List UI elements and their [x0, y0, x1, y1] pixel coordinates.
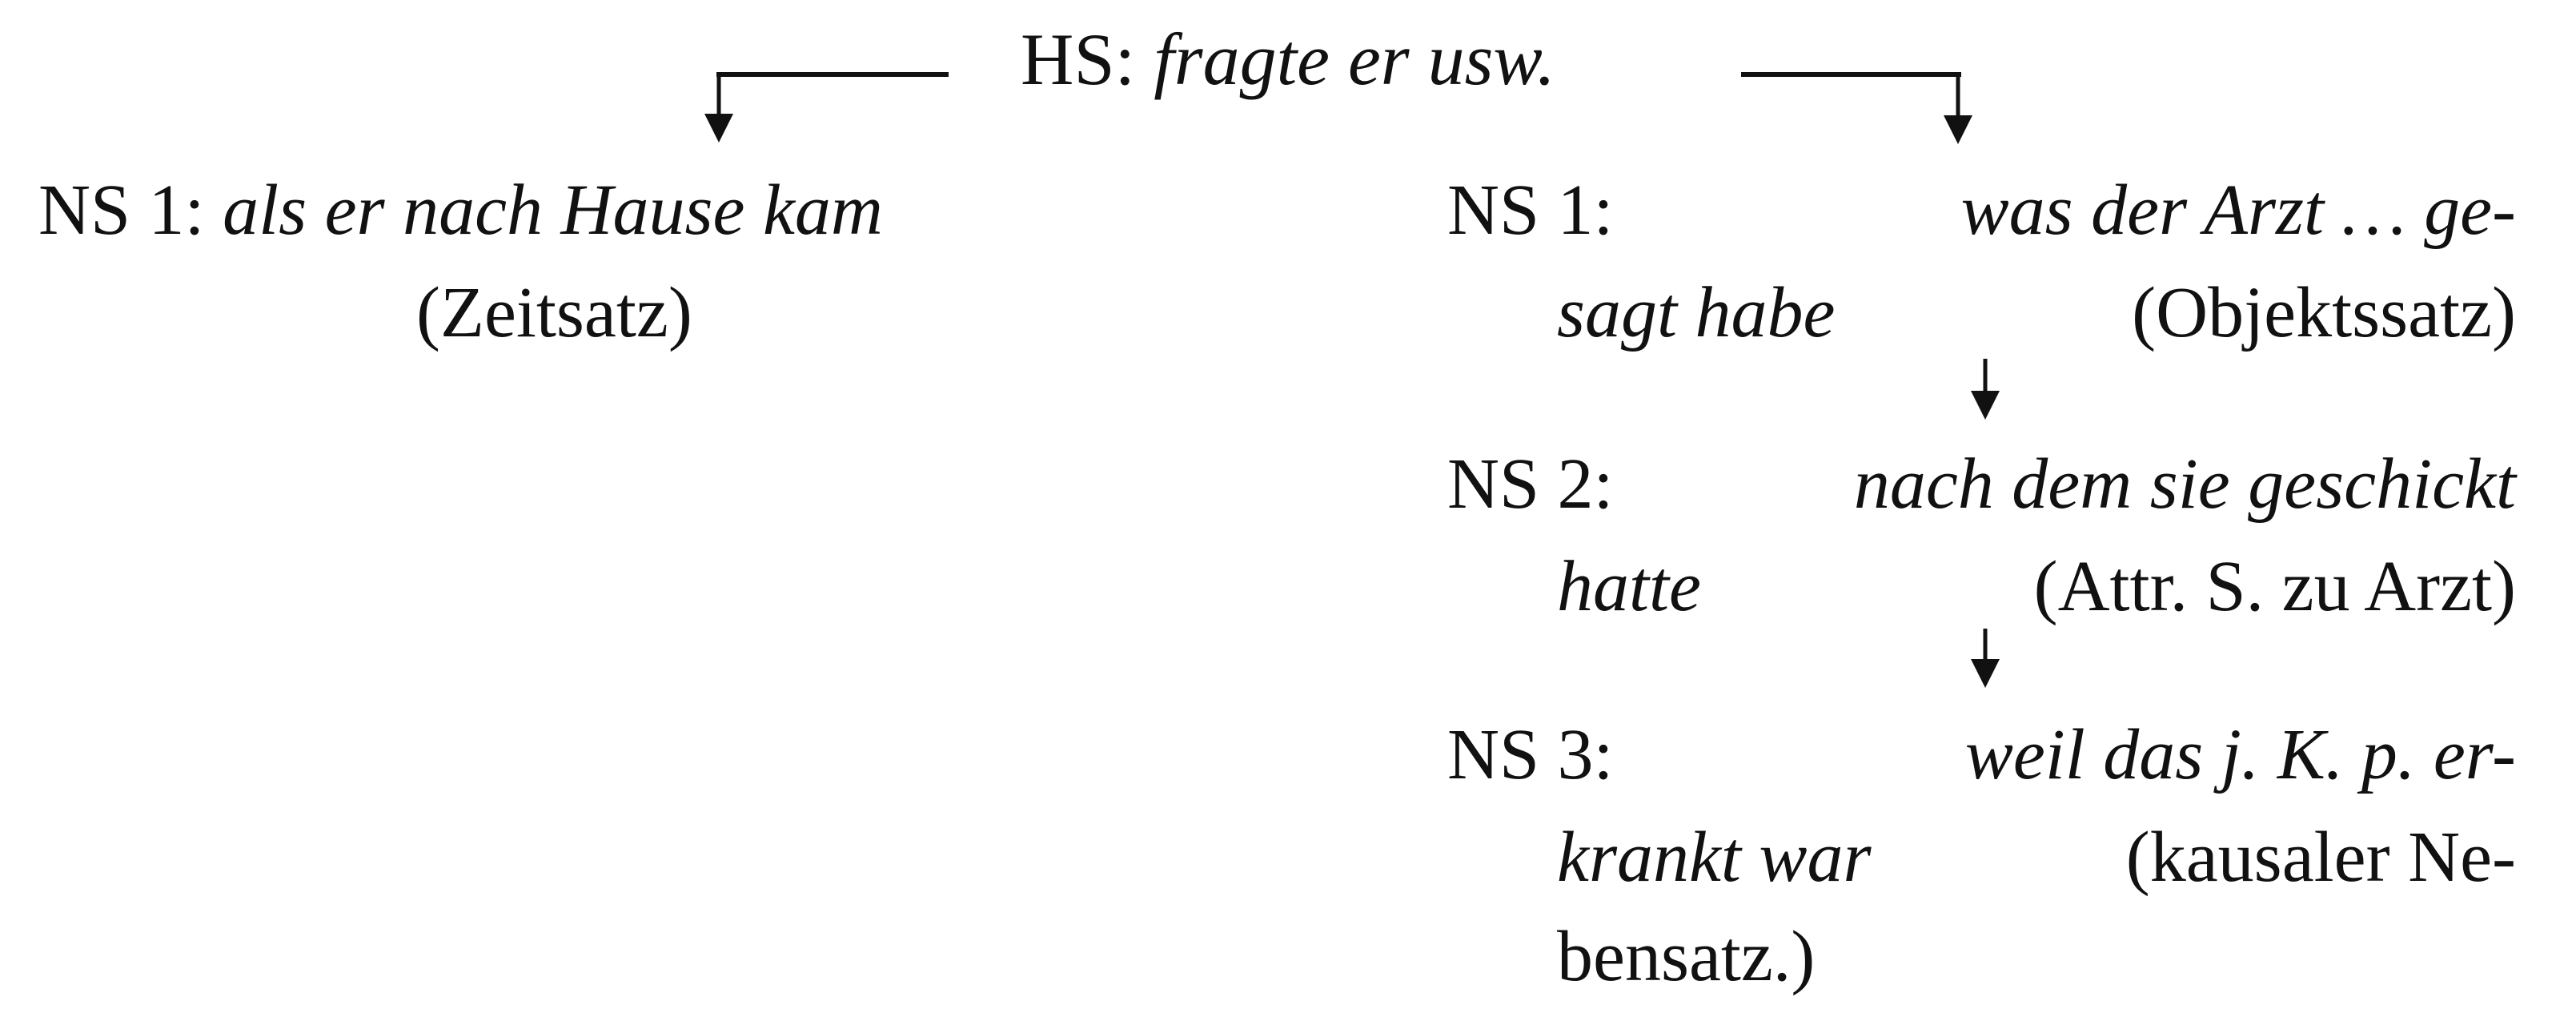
main-clause-label: HS:	[1021, 18, 1136, 100]
right-ns2-text-line1: nach dem sie geschickt	[1853, 444, 2516, 524]
right-ns3-type-line1: (kausaler Ne-	[2125, 818, 2516, 897]
right-ns1-label: NS 1:	[1447, 171, 1614, 250]
right-branch-arrowhead	[1944, 115, 1972, 144]
right-ns1-line2	[1557, 273, 2516, 352]
right-ns3-text-line2: krankt war	[1557, 818, 1872, 897]
main-clause-text: fragte er usw.	[1154, 18, 1555, 100]
right-ns1-line1	[1447, 171, 2516, 250]
right-ns2-label: NS 2:	[1447, 444, 1614, 524]
left-ns1-text: als er nach Hause kam	[223, 171, 883, 250]
main-clause	[0, 18, 2576, 100]
ns1-to-ns2-arrowhead	[1971, 391, 2000, 420]
right-ns1-type: (Objektssatz)	[2132, 273, 2516, 352]
right-ns1-text-line2: sagt habe	[1557, 273, 1836, 352]
left-ns1-type: (Zeitsatz)	[416, 273, 692, 352]
left-ns1-label: NS 1:	[38, 171, 205, 250]
left-ns1-line	[38, 171, 883, 250]
right-ns3-label: NS 3:	[1447, 715, 1614, 794]
right-ns3-line1	[1447, 715, 2516, 794]
right-ns2-line1	[1447, 444, 2516, 524]
right-ns3-text-line1: weil das j. K. p. er-	[1964, 715, 2516, 794]
right-ns1-text-line1: was der Arzt … ge-	[1960, 171, 2516, 250]
left-branch-arrowhead	[704, 114, 733, 143]
right-ns3-type-line2: bensatz.)	[1557, 917, 1816, 996]
right-ns2-type: (Attr. S. zu Arzt)	[2033, 547, 2516, 626]
right-ns2-text-line2: hatte	[1557, 547, 1701, 626]
ns2-to-ns3-arrowhead	[1971, 659, 2000, 688]
right-ns3-line2	[1557, 818, 2516, 897]
right-ns2-line2	[1557, 547, 2516, 626]
